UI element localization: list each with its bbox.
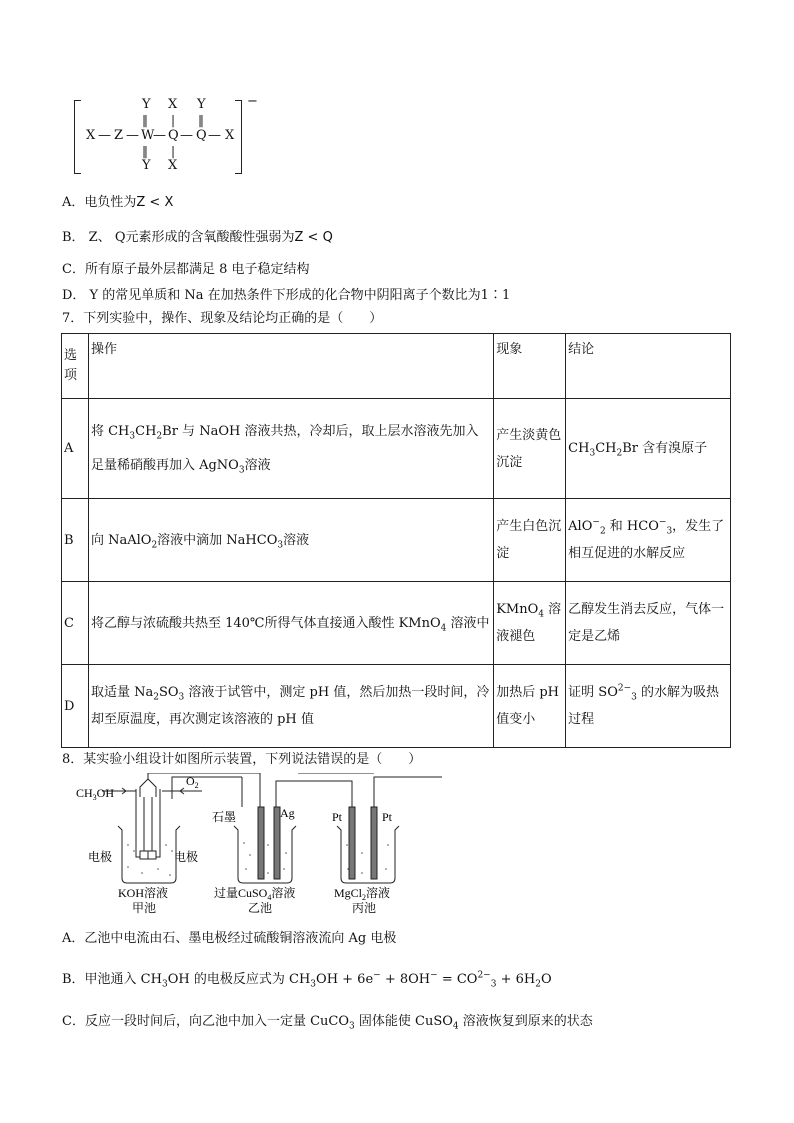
electrode-pt-left — [349, 807, 355, 879]
wire-middle — [276, 781, 352, 807]
atom-z: Z — [114, 128, 124, 143]
q6-option-c: C．所有原子最外层都满足 8 电子稳定结构 — [62, 262, 310, 277]
tube-right — [152, 789, 160, 857]
beaker-bing — [337, 826, 399, 883]
atom-x: X — [225, 128, 235, 143]
label-electrode-left: 电极 — [88, 850, 113, 864]
double-bond: ‖ — [142, 144, 148, 158]
bond: — — [208, 128, 221, 143]
label-jia: 甲池 — [132, 901, 157, 915]
beaker-yi — [234, 826, 296, 883]
double-bond: ‖ — [142, 113, 148, 127]
row-operation: 向 NaAlO$_2$溶液中滴加 NaHCO$_3$溶液 — [88, 499, 493, 582]
row-phenomenon: 产生白色沉淀 — [494, 499, 566, 582]
row-operation: 取适量 $Na_2SO_3$ 溶液于试管中，测定 pH 值，然后加热一段时间，冷却至原温度，再次测定该溶液的 pH 值 — [88, 665, 493, 748]
atom-q: Q — [168, 128, 179, 143]
header-operation: 操作 — [88, 334, 493, 399]
electrode-pt-right — [371, 807, 377, 879]
charge-sign: − — [247, 94, 258, 109]
electrochemistry-apparatus — [62, 773, 442, 918]
left-bracket — [74, 100, 81, 174]
row-phenomenon: 产生淡黄色沉淀 — [494, 399, 566, 499]
q8-option-a: A．乙池中电流由石、墨电极经过硫酸铜溶液流向 Ag 电极 — [62, 931, 397, 946]
label-pt-left: Pt — [332, 810, 343, 824]
atom-x: X — [86, 128, 96, 143]
atom-top-q1: X — [168, 97, 178, 112]
label-yi: 乙池 — [248, 901, 273, 915]
header-option: 选项 — [62, 334, 89, 399]
table-row — [62, 499, 731, 582]
header-phenomenon: 现象 — [494, 334, 566, 399]
label-bing: 丙池 — [352, 901, 377, 915]
q6-option-d: D． Y 的常见单质和 Na 在加热条件下形成的化合物中阴阳离子个数比为1∶1 — [62, 288, 511, 303]
row-operation: 将 $CH_3CH_2Br$ 与 NaOH 溶液共热，冷却后，取上层水溶液先加入 足量稀硝酸再加入 AgNO$_3$溶液 — [88, 399, 493, 499]
q7-stem: 7．下列实验中，操作、现象及结论均正确的是（ ） — [62, 311, 383, 326]
row-conclusion: AlO−$_2$ 和 $HCO^-_3$，发生了相互促进的水解反应 — [566, 499, 731, 582]
row-conclusion: 乙醇发生消去反应，气体一定是乙烯 — [566, 582, 731, 665]
single-bond: | — [171, 144, 176, 158]
q7-table — [61, 333, 731, 748]
atom-w: W — [141, 128, 155, 143]
atom-top-w: Y — [142, 97, 151, 112]
double-bond: ‖ — [198, 113, 204, 127]
row-phenomenon: KMnO$_4$ 溶液褪色 — [494, 582, 566, 665]
atom-top-q2: Y — [197, 97, 206, 112]
label-electrode-right: 电极 — [174, 850, 199, 864]
table-row — [62, 665, 731, 748]
atom-q: Q — [196, 128, 207, 143]
right-bracket — [235, 100, 242, 174]
bond: — — [180, 128, 193, 143]
row-operation: 将乙醇与浓硫酸共热至 140℃所得气体直接通入酸性 KMnO$_4$ 溶液中 — [88, 582, 493, 665]
electrode-right — [148, 851, 156, 859]
electrode-graphite — [258, 807, 264, 879]
label-pt-right: Pt — [382, 810, 393, 824]
row-option: A — [62, 399, 89, 499]
svg-text:过量CuSO4溶液: 过量CuSO$_4$溶液 — [214, 886, 296, 902]
electrode-left — [140, 851, 148, 859]
q6-option-a: A．电负性为Z < X — [62, 195, 174, 210]
table-row — [62, 399, 731, 499]
table-header-row — [62, 334, 731, 399]
svg-text:CH3OH: $CH_3OH$ — [76, 786, 115, 802]
svg-text:MgCl2溶液: MgCl$_2$溶液 — [334, 886, 391, 902]
row-conclusion: 证明 $SO^{2-}_3$ 的水解为吸热过程 — [566, 665, 731, 748]
bond: — — [126, 128, 139, 143]
q6-option-b: B． Z、 Q元素形成的含氧酸酸性强弱为Z < Q — [62, 230, 333, 245]
q8-option-c: C．反应一段时间后，向乙池中加入一定量 CuCO$_3$ 固体能使 CuSO$_4$ 溶液恢复到原来的状态 — [62, 1014, 593, 1032]
row-option: B — [62, 499, 89, 582]
q8-stem: 8．某实验小组设计如图所示装置，下列说法错误的是（ ） — [62, 752, 422, 767]
label-ag: Ag — [280, 806, 295, 820]
label-koh: KOH溶液 — [118, 886, 168, 900]
single-bond: | — [171, 113, 176, 127]
svg-text:O2: $O_2$ — [186, 774, 199, 790]
row-phenomenon: 加热后 pH 值变小 — [494, 665, 566, 748]
wire-top — [148, 773, 260, 807]
table-row — [62, 582, 731, 665]
bond: — — [98, 128, 111, 143]
bond: — — [153, 128, 166, 143]
atom-bottom-q: X — [168, 158, 178, 173]
tube-left — [136, 789, 144, 857]
atom-bottom-w: Y — [142, 158, 151, 173]
row-conclusion: $CH_3CH_2Br$ 含有溴原子 — [566, 399, 731, 499]
row-option: C — [62, 582, 89, 665]
label-graphite: 石墨 — [212, 810, 237, 824]
row-option: D — [62, 665, 89, 748]
q8-option-b: B．甲池通入 $CH_3OH$ 的电极反应式为 $CH_3OH + 6e^- + 8OH^- = CO^{2-}_3 + 6H_2O$ — [62, 970, 552, 990]
header-conclusion: 结论 — [566, 334, 731, 399]
